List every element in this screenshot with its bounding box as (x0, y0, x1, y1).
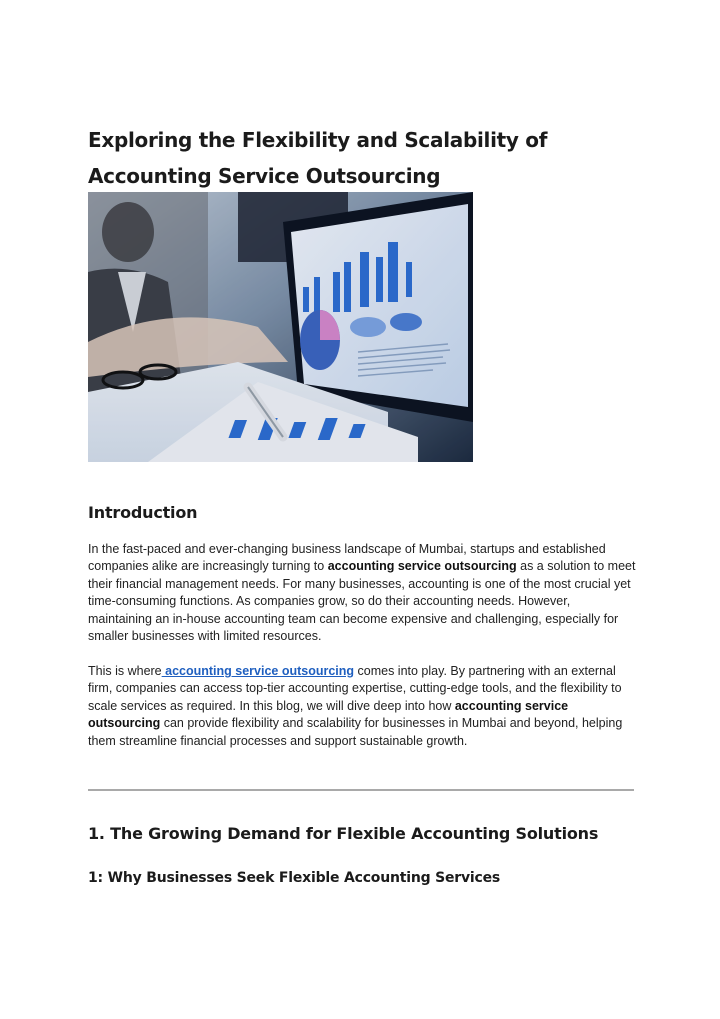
hero-image (88, 192, 473, 462)
p2-text-1: This is where (88, 664, 162, 678)
introduction-heading: Introduction (88, 503, 198, 522)
horizontal-rule (88, 789, 634, 791)
intro-paragraph-2 (88, 663, 636, 750)
p2-text-2: comes into play. By partnering with an external firm, companies can access top-tier accounting expertise, cutting-edge tools, and the flexibility to scale services as required. In this blog, we will dive deep into how (88, 664, 622, 713)
p1-bold-1: accounting service outsourcing (327, 559, 517, 574)
p2-text-3: can provide flexibility and scalability for businesses in Mumbai and beyond, helping them streamline financial processes and support sustainable growth. (88, 716, 623, 748)
intro-paragraph-1 (88, 541, 636, 645)
document-title (88, 122, 688, 194)
subsection-1-heading: 1: Why Businesses Seek Flexible Accounting Services (88, 870, 501, 886)
p1-text-2: as a solution to meet their financial management needs. For many businesses, accounting is one of the most crucial yet time-consuming functions. As companies grow, so do their accounting needs. However, maintaining an in-house accounting team can become expensive and challenging, especially for smaller businesses with limited resources. (88, 559, 636, 644)
p1-text-1: In the fast-paced and ever-changing business landscape of Mumbai, startups and established companies alike are increasingly turning to (88, 542, 606, 574)
title-line-2: Accounting Service Outsourcing (88, 164, 441, 188)
p2-bold-1: accounting service outsourcing (88, 698, 569, 731)
accounting-service-outsourcing-link[interactable]: accounting service outsourcing (161, 664, 355, 678)
section-1-heading: 1. The Growing Demand for Flexible Accounting Solutions (88, 824, 599, 843)
title-line-1: Exploring the Flexibility and Scalability of (88, 128, 548, 152)
